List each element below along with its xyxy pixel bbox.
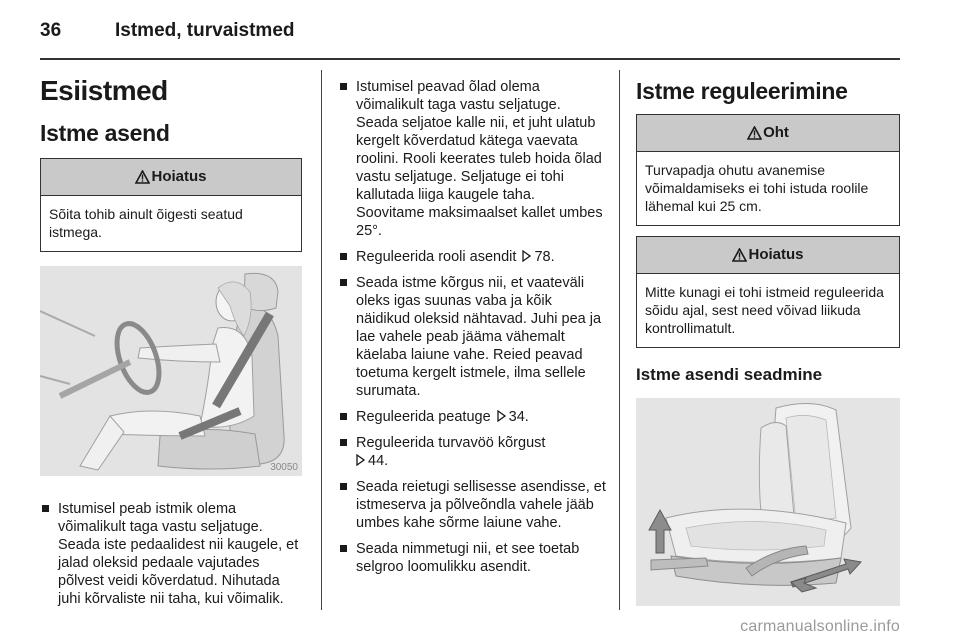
danger-box bbox=[636, 114, 900, 226]
seating-position-figure bbox=[40, 266, 302, 476]
right-column bbox=[636, 74, 900, 606]
list-item: Seada istme kõrgus nii, et vaateväli oleks igas suunas vaba ja kõik näidikud oleksid nähtavad. Juhi pea ja lae vahele peab jääma vähemalt käelaba laiune vahe. Reied peavad toetuma kergelt istmele, ilma sellele surumata. bbox=[338, 274, 606, 400]
square-bullet bbox=[340, 439, 347, 446]
middle-column bbox=[338, 78, 606, 584]
square-bullet bbox=[340, 545, 347, 552]
page-reference-icon bbox=[356, 454, 365, 466]
driver-seating-illustration bbox=[40, 266, 302, 476]
warning-triangle-icon bbox=[732, 248, 747, 262]
square-bullet bbox=[340, 279, 347, 286]
warning-box-title: Hoiatus bbox=[151, 168, 207, 185]
warning-triangle-icon bbox=[747, 126, 762, 140]
danger-box-header bbox=[637, 115, 899, 152]
page-header bbox=[40, 14, 900, 60]
warning-box-header bbox=[41, 159, 301, 196]
warning-box-title: Hoiatus bbox=[748, 246, 804, 263]
left-bullet-list bbox=[40, 500, 302, 608]
subsection-title: Istme asendi seadmine bbox=[636, 365, 823, 384]
chapter-title: Istmed, turvaistmed bbox=[115, 20, 295, 41]
watermark: carmanualsonline.info bbox=[740, 618, 900, 635]
column-divider-2 bbox=[619, 70, 620, 610]
section-title: Istme reguleerimine bbox=[636, 78, 848, 104]
left-column bbox=[40, 74, 302, 616]
page-number: 36 bbox=[40, 20, 62, 41]
section-title: Esiistmed bbox=[40, 75, 168, 106]
figure-code: 30050 bbox=[270, 462, 298, 473]
square-bullet bbox=[340, 483, 347, 490]
column-divider-1 bbox=[321, 70, 322, 610]
warning-box-text: Sõita tohib ainult õigesti seatud istmega. bbox=[49, 206, 243, 240]
seat-adjustment-figure bbox=[636, 398, 900, 606]
header-divider bbox=[40, 58, 900, 60]
list-item: Istumisel peab istmik olema võimalikult taga vastu seljatuge. Seada iste pedaalidest nii kaugele, et jalad oleksid pedaale vajutades põlvest veidi kõverdatud. Nihutada juhi kõrvaliste nii taha, kui võimalik. bbox=[40, 500, 302, 608]
list-item: Seada nimmetugi nii, et see toetab selgroo loomulikku asendit. bbox=[338, 540, 606, 576]
square-bullet bbox=[340, 83, 347, 90]
warning-triangle-icon bbox=[135, 170, 150, 184]
list-item: Reguleerida rooli asendit 78. bbox=[338, 248, 606, 266]
list-item: Istumisel peavad õlad olema võimalikult taga vastu seljatuge. Seada seljatoe kalle nii, et juht ulatub kergelt kõverdatud kätega vaevata roolini. Rooli keerates tuleb hoida õlad vastu seljatuge. Seljatuge ei tohi kallutada liiga kaugele taha. Soovitame maksimaalset kallet umbes 25°. bbox=[338, 78, 606, 240]
page-reference: 78. bbox=[534, 249, 555, 265]
page-reference: 44. bbox=[368, 453, 389, 469]
page-reference: 34. bbox=[508, 409, 529, 425]
square-bullet bbox=[42, 505, 49, 512]
warning-box-text: Mitte kunagi ei tohi istmeid reguleerida sõidu ajal, sest need võivad liikuda kontrollimatult. bbox=[645, 284, 884, 336]
middle-bullet-list bbox=[338, 78, 606, 576]
list-item: Seada reietugi sellisesse asendisse, et istmeserva ja põlveõndla vahele jääb umbes kahe sõrme laiune vahe. bbox=[338, 478, 606, 532]
list-item: Reguleerida turvavöö kõrgust 44. bbox=[338, 434, 606, 470]
warning-box bbox=[40, 158, 302, 252]
danger-box-title: Oht bbox=[763, 124, 789, 141]
square-bullet bbox=[340, 253, 347, 260]
square-bullet bbox=[340, 413, 347, 420]
warning-box bbox=[636, 236, 900, 348]
warning-box-header bbox=[637, 237, 899, 274]
danger-box-text: Turvapadja ohutu avanemise võimaldamiseks ei tohi istuda roolile lähemal kui 25 cm. bbox=[645, 162, 869, 214]
page-reference-icon bbox=[522, 250, 531, 262]
page-reference-icon bbox=[497, 410, 506, 422]
seat-adjustment-illustration bbox=[636, 398, 900, 606]
list-item: Reguleerida peatuge 34. bbox=[338, 408, 606, 426]
subsection-title: Istme asend bbox=[40, 120, 170, 146]
